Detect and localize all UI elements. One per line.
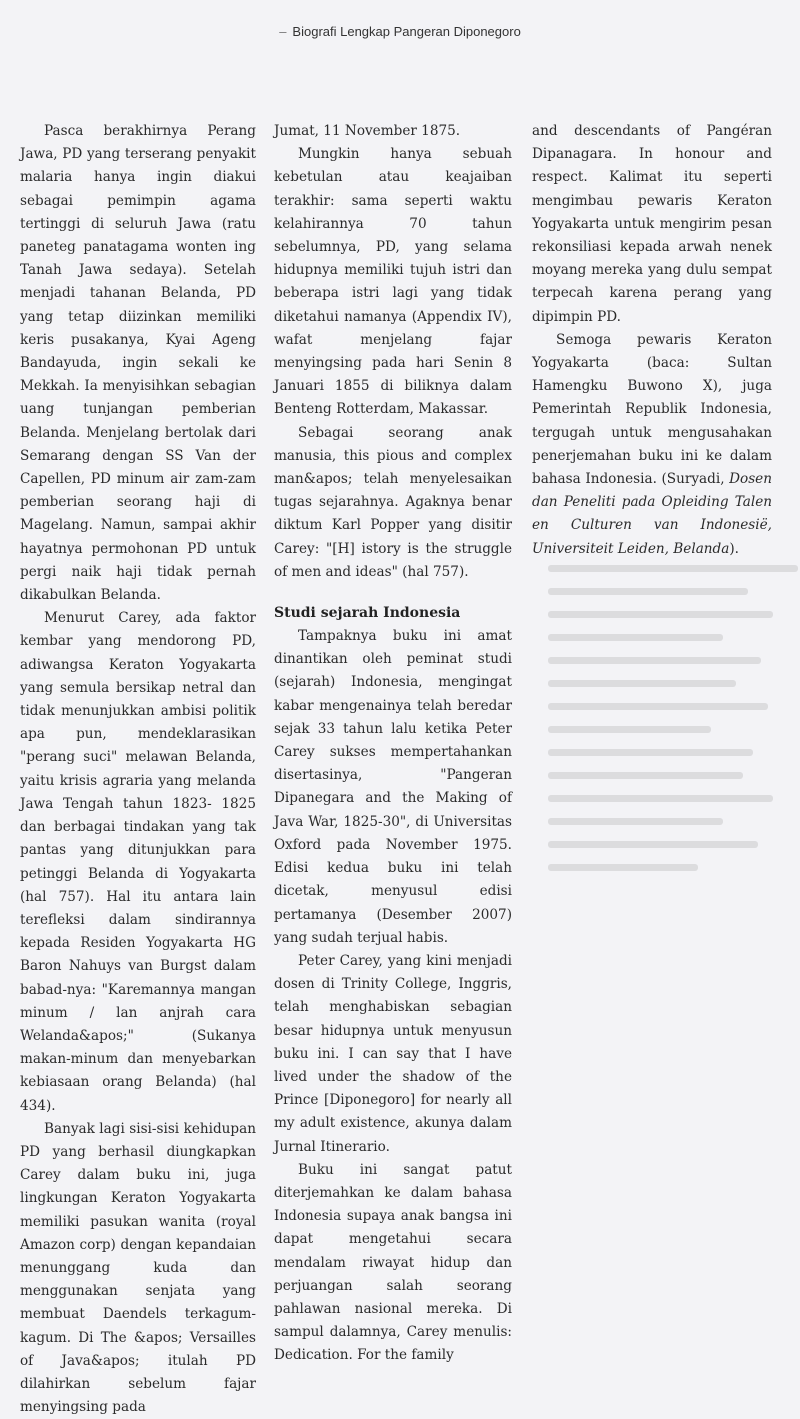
- author-credit: Dosen dan Peneliti pada Opleiding Talen en Culturen van Indonesië, Universiteit Leiden, Belanda: [532, 471, 772, 557]
- running-title: Biografi Lengkap Pangeran Diponegoro: [292, 24, 521, 39]
- paragraph: Buku ini sangat patut diterjemahkan ke dalam bahasa Indonesia supaya anak bangsa ini dapat mengetahui secara mendalam riwayat hidup dan perjuangan salah seorang pahlawan nasional mereka. Di sampul dalamnya, Carey menulis: Dedication. For the family: [274, 1161, 512, 1364]
- column-1: [20, 120, 256, 1419]
- paragraph: Peter Carey, yang kini menjadi dosen di Trinity College, Inggris, telah menghabiskan sebagian besar hidupnya untuk menyusun buku ini. I can say that I have lived under the shadow of the Prince [Diponegoro] for nearly all my adult existence, akunya dalam Jurnal Itinerario.: [274, 952, 512, 1155]
- paragraph: Tampaknya buku ini amat dinantikan oleh peminat studi (sejarah) Indonesia, mengingat kabar mengenainya telah beredar sejak 33 tahun lalu ketika Peter Carey sukses mempertahankan disertasinya, "Pangeran Dipanegara and the Making of Java War, 1825-30", di Universitas Oxford pada November 1975. Edisi kedua buku ini telah dicetak, menyusul edisi pertamanya (Desember 2007) yang sudah terjual habis.: [274, 628, 512, 946]
- closing-text: Semoga pewaris Keraton Yogyakarta (baca: Sultan Hamengku Buwono X), juga Pemerintah Republik Indonesia, tergugah untuk mengusahakan penerjemahan buku ini ke dalam bahasa Indonesia.: [532, 331, 772, 488]
- column-2: [274, 120, 512, 1368]
- bleed-through-texture: [548, 505, 798, 1185]
- paragraph: Menurut Carey, ada faktor kembar yang mendorong PD, adiwangsa Keraton Yogyakarta yang semula bersikap netral dan tidak menunjukkan ambisi politik apa pun, mendeklarasikan "perang suci" melawan Belanda, yaitu krisis agraria yang melanda Jawa Tengah tahun 1823- 1825 dan berbagai tindakan yang tak pantas yang ditunjukkan para petinggi Belanda di Yogyakarta (hal 757). Hal itu antara lain terefleksi dalam sindirannya kepada Residen Yogyakarta HG Baron Nahuys van Burgst dalam babad-nya: "Karemannya mangan minum / lan anjrah cara Welanda&apos;" (Sukanya makan-minum dan menyebarkan kebiasaan orang Belanda) (hal 434).: [20, 610, 256, 1114]
- author-credit-close: ).: [729, 540, 739, 557]
- paragraph: Mungkin hanya sebuah kebetulan atau keajaiban terakhir: sama seperti waktu kelahirannya 70 tahun sebelumnya, PD, yang selama hidupnya memiliki tujuh istri dan beberapa istri lagi yang tidak diketahui namanya (Appendix IV), wafat menjelang fajar menyingsing pada hari Senin 8 Januari 1855 di biliknya dalam Benteng Rotterdam, Makassar.: [274, 146, 512, 418]
- paragraph: Pasca berakhirnya Perang Jawa, PD yang terserang penyakit malaria hanya ingin diakui sebagai pemimpin agama tertinggi di seluruh Jawa (ratu paneteg panatagama wonten ing Tanah Jawa sedaya). Setelah menjadi tahanan Belanda, PD yang tetap diizinkan memiliki keris pusakanya, Kyai Ageng Bandayuda, ingin sekali ke Mekkah. Ia menyisihkan sebagian uang tunjangan pemberian Belanda. Menjelang bertolak dari Semarang dengan SS Van der Capellen, PD minum air zam-zam pemberian seorang haji di Magelang. Namun, sampai akhir hayatnya permohonan PD untuk pergi naik haji tidak pernah dikabulkan Belanda.: [20, 123, 256, 604]
- paragraph-continuation: and descendants of Pangéran Dipanagara. In honour and respect. Kalimat itu seperti mengimbau pewaris Keraton Yogyakarta untuk mengirim pesan rekonsiliasi kepada arwah nenek moyang mereka yang dulu sempat terpecah karena perang yang dipimpin PD.: [532, 123, 772, 325]
- running-header: [0, 24, 800, 39]
- section-heading: Studi sejarah Indonesia: [274, 605, 461, 622]
- header-dash: –: [279, 24, 287, 39]
- column-3: [532, 120, 772, 561]
- paragraph: Banyak lagi sisi-sisi kehidupan PD yang berhasil diungkapkan Carey dalam buku ini, juga lingkungan Keraton Yogyakarta memiliki pasukan wanita (royal Amazon corp) dengan kepandaian menunggang kuda dan menggunakan senjata yang membuat Daendels terkagum-kagum. Di The &apos; Versailles of Java&apos; itulah PD dilahirkan sebelum fajar menyingsing pada: [20, 1120, 256, 1416]
- paragraph: Sebagai seorang anak manusia, this pious and complex man&apos; telah menyelesaikan tugas sejarahnya. Agaknya benar diktum Karl Popper yang disitir Carey: "[H] istory is the struggle of men and ideas" (hal 757).: [274, 424, 512, 580]
- author-credit-open: (Suryadi,: [661, 471, 725, 488]
- paragraph-continuation: Jumat, 11 November 1875.: [274, 123, 461, 139]
- paragraph: [532, 329, 772, 561]
